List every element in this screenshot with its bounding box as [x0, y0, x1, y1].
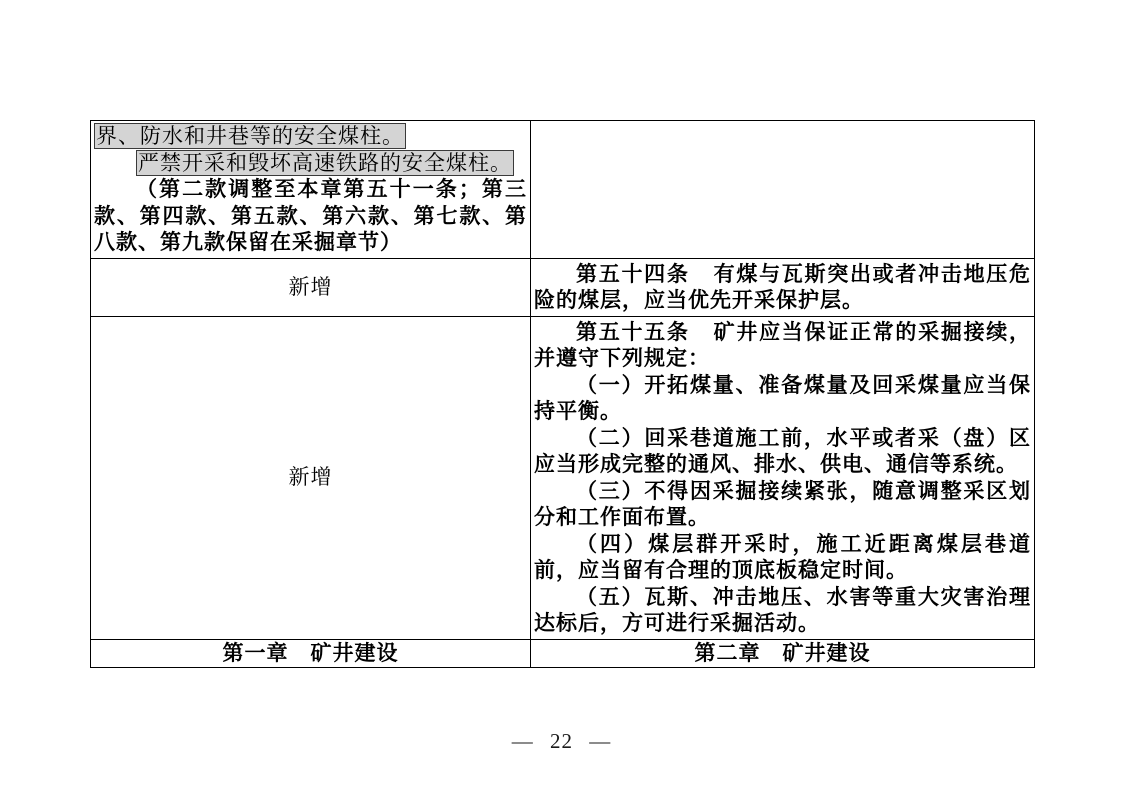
table-row-old-text	[91, 121, 1035, 259]
empty-cell	[531, 121, 1035, 259]
paragraph	[534, 261, 1031, 314]
paragraph	[94, 123, 527, 150]
article-54-cell	[531, 258, 1035, 316]
new-addition-label: 新增	[91, 316, 531, 639]
comparison-table	[90, 120, 1035, 668]
new-addition-label: 新增	[91, 258, 531, 316]
paragraph	[94, 150, 527, 177]
list-item: （四）煤层群开采时，施工近距离煤层巷道前，应当留有合理的顶底板稳定时间。	[534, 531, 1031, 582]
article-intro-text: 矿井应当保证正常的采掘接续，并遵守下列规定：	[534, 319, 1032, 370]
adjustment-note: （第二款调整至本章第五十一条；第三款、第四款、第五款、第六款、第七款、第八款、第九款保留在采掘章节）	[94, 177, 527, 254]
list-item: （一）开拓煤量、准备煤量及回采煤量应当保持平衡。	[534, 372, 1031, 423]
chapter-header-new: 第二章 矿井建设	[531, 639, 1035, 667]
list-item: （三）不得因采掘接续紧张，随意调整采区划分和工作面布置。	[534, 478, 1031, 529]
highlighted-revision-text: 严禁开采和毁坏高速铁路的安全煤柱。	[138, 150, 512, 175]
highlighted-revision-text: 界、防水和井巷等的安全煤柱。	[96, 124, 404, 148]
paragraph	[534, 319, 1031, 372]
table-row-article-54	[91, 258, 1035, 316]
chapter-header-old: 第一章 矿井建设	[91, 639, 531, 667]
article-number: 第五十四条	[576, 261, 690, 286]
article-55-cell	[531, 316, 1035, 639]
article-text: 有煤与瓦斯突出或者冲击地压危险的煤层，应当优先开采保护层。	[534, 261, 1032, 312]
list-item: （二）回采巷道施工前，水平或者采（盘）区应当形成完整的通风、排水、供电、通信等系统。	[534, 425, 1031, 476]
table-row-chapter-headers	[91, 639, 1035, 667]
old-text-cell	[91, 121, 531, 259]
page-number: — 22 —	[511, 729, 612, 753]
table-row-article-55	[91, 316, 1035, 639]
list-item: （五）瓦斯、冲击地压、水害等重大灾害治理达标后，方可进行采掘活动。	[534, 584, 1031, 635]
article-number: 第五十五条	[576, 319, 690, 344]
